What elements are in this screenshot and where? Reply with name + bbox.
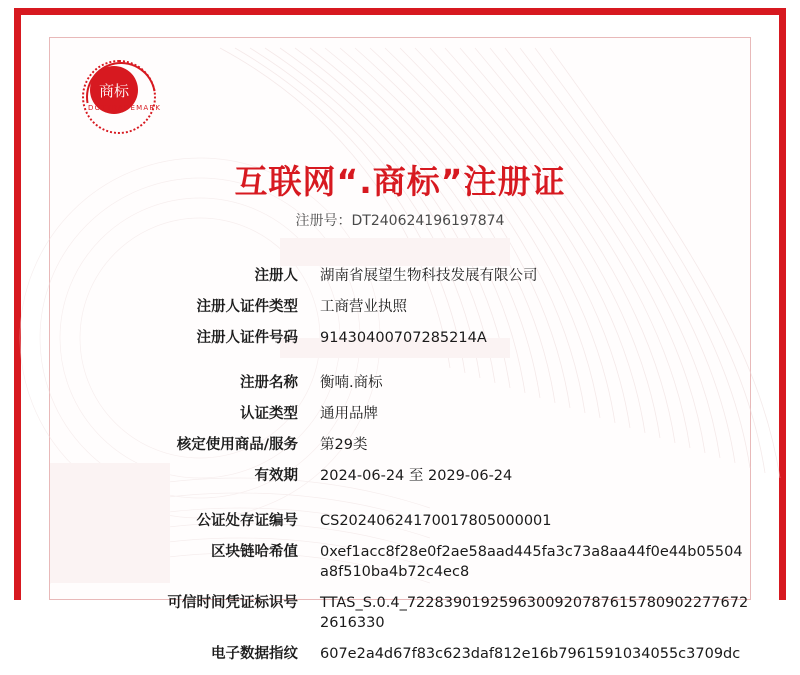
field-label: 注册人证件类型 [196,299,298,315]
field-row [50,542,750,582]
field-row [50,328,750,348]
trademark-emblem-icon [82,60,162,134]
field-row [50,404,750,424]
field-label: 注册名称 [240,375,298,391]
certificate-fields [50,266,750,675]
field-label: 公证处存证编号 [196,513,298,529]
field-group-spacer [50,497,750,511]
field-value: 衡喃.商标 [320,375,383,391]
field-label: 区块链哈希值 [211,544,298,560]
emblem-mark-text: 商标 [98,81,129,100]
field-value: 607e2a4d67f83c623daf812e16b7961591034055c3709dc [320,646,741,662]
field-row [50,266,750,286]
field-row [50,373,750,393]
field-label: 核定使用商品/服务 [176,437,298,453]
field-label: 电子数据指纹 [211,646,298,662]
field-value: 0xef1acc8f28e0f2ae58aad445fa3c73a8aa44f0e44b05504a8f510ba4b72c4ec8 [320,544,743,580]
field-label: 注册人 [254,268,298,284]
certificate-inner-border [49,37,751,662]
field-value: 2024-06-24 至 2029-06-24 [320,468,513,484]
field-label: 认证类型 [240,406,298,422]
certificate-outer-border [14,8,786,662]
field-row [50,435,750,455]
field-value: 通用品牌 [320,406,378,422]
page-title: 互联网“.商标”注册证 [234,162,566,201]
field-value: CS20240624170017805000001 [320,513,552,529]
field-row [50,466,750,486]
field-row [50,511,750,531]
field-value: 第29类 [320,437,368,453]
field-value: 湖南省展望生物科技发展有限公司 [320,268,538,284]
field-value: 工商营业执照 [320,299,407,315]
field-value: TTAS_S.0.4_72283901925963009207876157809022776722616330 [320,595,749,631]
emblem-arc-text: DOTTRADEMARK [88,104,162,112]
field-group-spacer [50,359,750,373]
field-label: 有效期 [254,468,298,484]
field-value: 91430400707285214A [320,330,487,346]
watermark-panel [280,238,510,266]
field-label: 可信时间凭证标识号 [167,595,298,611]
field-row [50,297,750,317]
registration-number: 注册号：DT240624196197874 [295,213,505,229]
field-label: 注册人证件号码 [196,330,298,346]
field-row [50,593,750,633]
field-row [50,644,750,664]
